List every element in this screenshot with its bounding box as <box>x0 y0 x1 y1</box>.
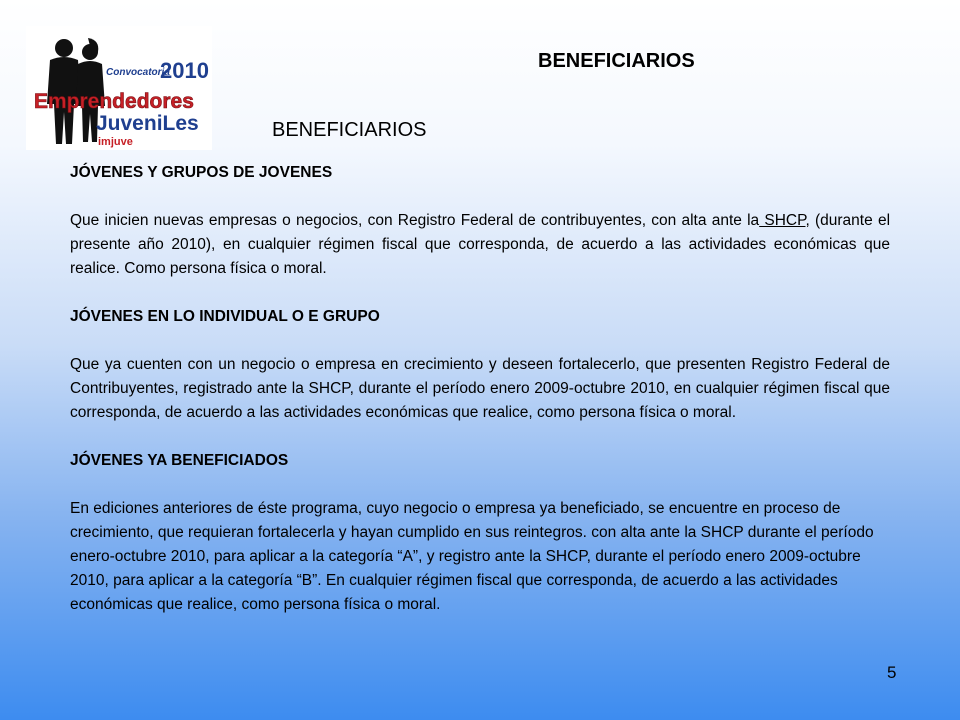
section-text-part-2: , (durante el presente año 2010), en cualquier régimen fiscal que corresponda, de acuerdo a las actividades económicas que realice. Como persona física o moral. <box>70 212 891 277</box>
shcp-link[interactable]: SHCP <box>759 212 806 229</box>
page-title: BENEFICIARIOS <box>538 50 695 72</box>
section-heading-ya-beneficiados: JÓVENES YA BENEFICIADOS <box>70 452 289 469</box>
logo-line1: Emprendedores <box>34 90 194 113</box>
section-text-ya-beneficiados: En ediciones anteriores de éste programa, cuyo negocio o empresa ya beneficiado, se encuentre en proceso de crecimiento, que requieran fortalecerla y hayan cumplido en sus reintegros. con alta ante la SHCP durante el período enero-octubre 2010, para aplicar a la categoría “A”, y registro ante la SHCP, durante el período enero 2009-octubre 2010, para aplicar a la categoría “B”. En cualquier régimen fiscal que corresponda, de acuerdo a las actividades económicas que realice, como persona física o moral. <box>70 500 874 613</box>
logo-line2: JuveniLes <box>96 112 199 135</box>
section-heading-individual-grupo: JÓVENES EN LO INDIVIDUAL O E GRUPO <box>70 308 380 325</box>
section-text-individual-grupo: Que ya cuenten con un negocio o empresa en crecimiento y deseen fortalecerlo, que presenten Registro Federal de Contribuyentes, registrado ante la SHCP, durante el período enero 2009-octubre 2010, en cualquier régimen fiscal que corresponda, de acuerdo a las actividades económicas que realice, como persona física o moral. <box>70 356 890 421</box>
logo-org: imjuve <box>98 136 133 148</box>
content-body <box>70 161 890 617</box>
page-number: 5 <box>887 663 897 682</box>
emprendedores-juveniles-logo <box>26 26 212 150</box>
page-subtitle: BENEFICIARIOS <box>272 119 427 141</box>
logo-convocatoria: Convocatoria <box>106 67 170 78</box>
section-text-part-1: Que inicien nuevas empresas o negocios, con Registro Federal de contribuyentes, con alta ante la <box>70 212 760 229</box>
logo-year: 2010 <box>160 58 209 83</box>
logo-graphic <box>26 26 212 150</box>
section-heading-jovenes-grupos: JÓVENES Y GRUPOS DE JOVENES <box>70 164 333 181</box>
section-text-jovenes-grupos <box>70 209 890 281</box>
